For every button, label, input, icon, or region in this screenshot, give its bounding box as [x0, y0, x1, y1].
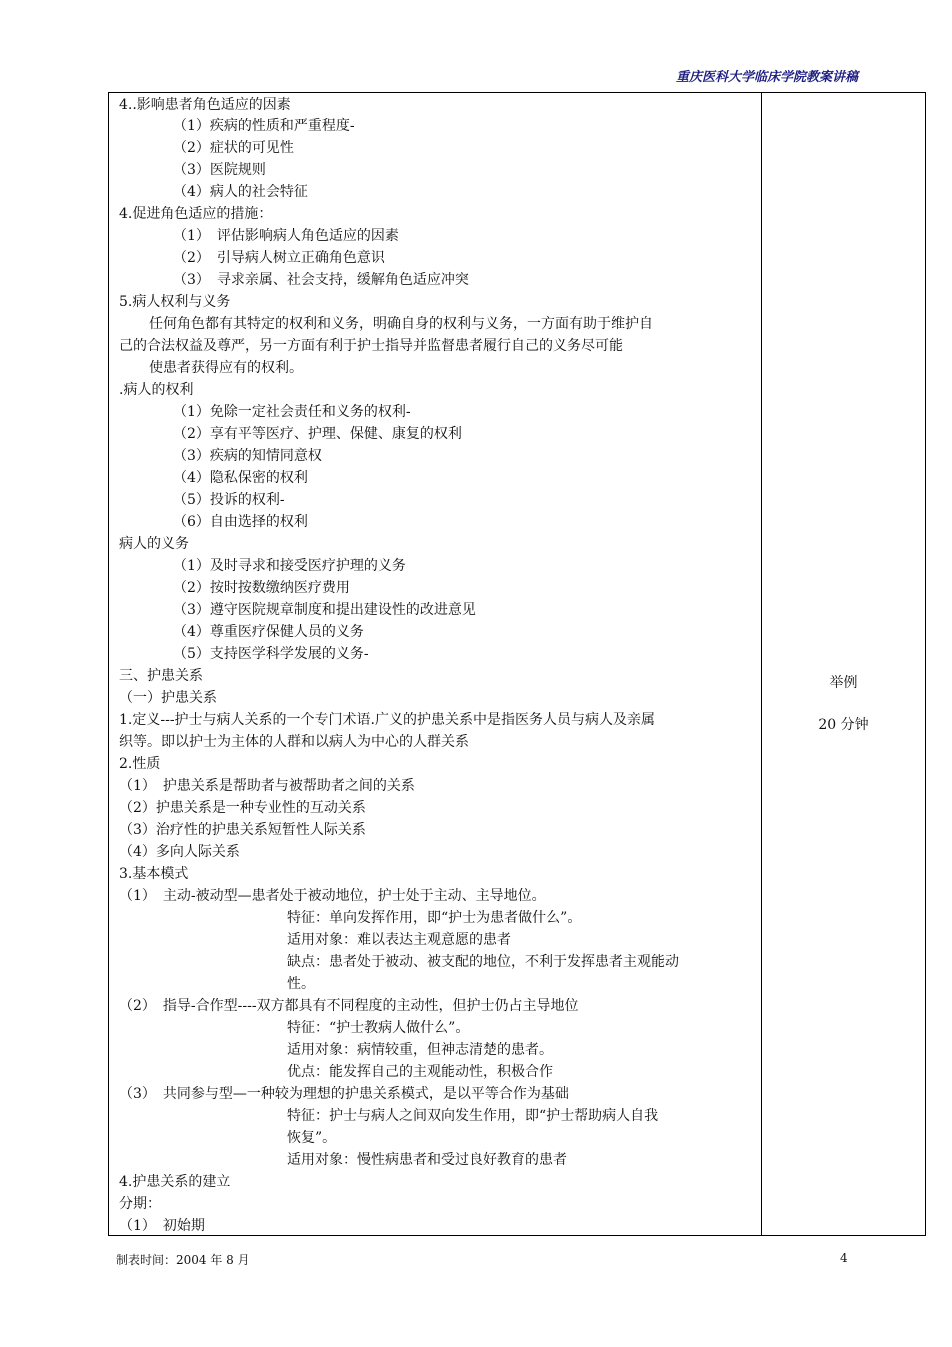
content-line: 织等。即以护士为主体的人群和以病人为中心的人群关系 [119, 734, 469, 750]
content-line: （1） 评估影响病人角色适应的因素 [173, 228, 399, 244]
content-line: （3）医院规则 [173, 162, 266, 178]
lesson-table [108, 92, 926, 1236]
content-line: （4）病人的社会特征 [173, 184, 308, 200]
content-line: （1）及时寻求和接受医疗护理的义务 [173, 558, 406, 574]
content-line: 恢复”。 [287, 1130, 337, 1146]
content-line: 缺点：患者处于被动、被支配的地位，不利于发挥患者主观能动 [287, 954, 679, 970]
content-line: 使患者获得应有的权利。 [149, 360, 303, 376]
content-line: 2.性质 [119, 756, 161, 772]
content-line: 分期： [119, 1196, 161, 1212]
content-line: 4..影响患者角色适应的因素 [119, 97, 291, 113]
content-line: （3） 共同参与型—一种较为理想的护患关系模式，是以平等合作为基础 [119, 1086, 569, 1102]
content-line: .病人的权利 [119, 382, 194, 398]
content-line: 任何角色都有其特定的权利和义务，明确自身的权利与义务，一方面有助于维护自 [149, 316, 653, 332]
content-line: （一）护患关系 [119, 690, 217, 706]
content-line: 适用对象：难以表达主观意愿的患者 [287, 932, 511, 948]
content-line: （2）按时按数缴纳医疗费用 [173, 580, 350, 596]
content-line: （4）多向人际关系 [119, 844, 240, 860]
content-line: 病人的义务 [119, 536, 189, 552]
side-note-duration: 20 分钟 [818, 717, 869, 733]
content-line: （2）症状的可见性 [173, 140, 294, 156]
content-line: 4.护患关系的建立 [119, 1174, 231, 1190]
content-line: （2） 指导-合作型----双方都具有不同程度的主动性，但护士仍占主导地位 [119, 998, 579, 1014]
content-column [109, 93, 761, 1235]
content-line: 1.定义---护士与病人关系的一个专门术语.广义的护患关系中是指医务人员与病人及亲属 [119, 712, 655, 728]
content-line: 5.病人权利与义务 [119, 294, 231, 310]
content-line: （2）享有平等医疗、护理、保健、康复的权利 [173, 426, 462, 442]
content-line: （4）尊重医疗保健人员的义务 [173, 624, 364, 640]
content-line: （3）遵守医院规章制度和提出建设性的改进意见 [173, 602, 476, 618]
content-line: （1） 主动-被动型—患者处于被动地位，护士处于主动、主导地位。 [119, 888, 546, 904]
content-line: （2） 引导病人树立正确角色意识 [173, 250, 385, 266]
content-line: 4.促进角色适应的措施： [119, 206, 273, 222]
content-line: 适用对象：慢性病患者和受过良好教育的患者 [287, 1152, 567, 1168]
side-note-example: 举例 [829, 675, 858, 691]
content-line: 特征：护士与病人之间双向发生作用，即“护士帮助病人自我 [287, 1108, 659, 1124]
content-line: （5）支持医学科学发展的义务- [173, 646, 369, 662]
footer-date: 制表时间：2004 年 8 月 [116, 1253, 250, 1267]
content-line: （1）免除一定社会责任和义务的权利- [173, 404, 411, 420]
content-line: 特征：“护士教病人做什么”。 [287, 1020, 470, 1036]
content-line: （5）投诉的权利- [173, 492, 285, 508]
content-line: 3.基本模式 [119, 866, 189, 882]
content-line: 适用对象：病情较重，但神志清楚的患者。 [287, 1042, 553, 1058]
content-line: 三、护患关系 [119, 668, 203, 684]
page-header-title: 重庆医科大学临床学院教案讲稿 [675, 70, 858, 85]
content-line: 特征：单向发挥作用，即“护士为患者做什么”。 [287, 910, 582, 926]
content-line: 己的合法权益及尊严，另一方面有利于护士指导并监督患者履行自己的义务尽可能 [119, 338, 623, 354]
content-line: （3） 寻求亲属、社会支持，缓解角色适应冲突 [173, 272, 469, 288]
content-line: （6）自由选择的权利 [173, 514, 308, 530]
page-number: 4 [840, 1251, 848, 1265]
notes-column [762, 93, 925, 1235]
content-line: （1） 护患关系是帮助者与被帮助者之间的关系 [119, 778, 415, 794]
content-line: （1）疾病的性质和严重程度- [173, 118, 355, 134]
content-line: （2）护患关系是一种专业性的互动关系 [119, 800, 366, 816]
content-line: 性。 [287, 976, 315, 992]
content-line: （3）治疗性的护患关系短暂性人际关系 [119, 822, 366, 838]
content-line: （3）疾病的知情同意权 [173, 448, 322, 464]
content-line: （4）隐私保密的权利 [173, 470, 308, 486]
content-line: （1） 初始期 [119, 1218, 205, 1234]
content-line: 优点：能发挥自己的主观能动性，积极合作 [287, 1064, 553, 1080]
